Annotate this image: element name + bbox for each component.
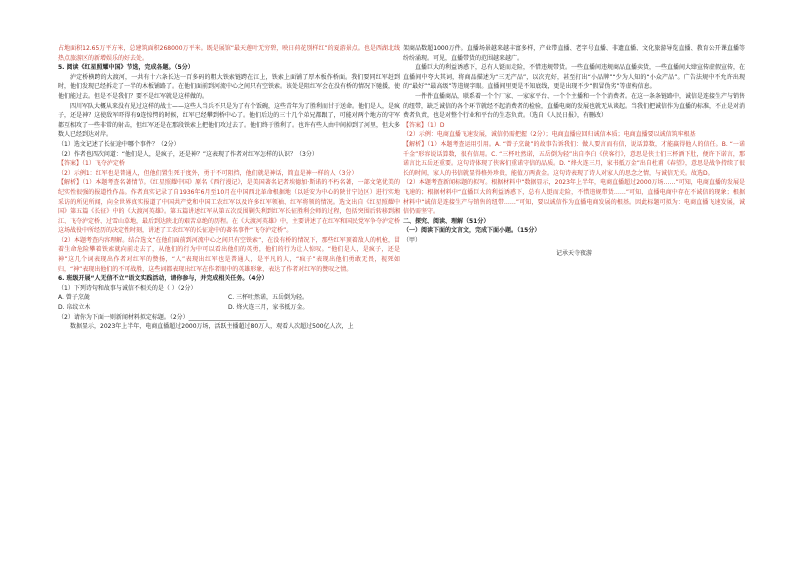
option-b: C. 三杯吐然诺，五岳倒为轻。: [228, 294, 309, 302]
news-paragraph: 数据显示，2023年上半年，电商直播超过2000万场，活跃主播超过80万人，观看人次超过500亿人次，上: [70, 323, 354, 331]
passage-paragraph-1: 泸定桥横跨的大渡河，一共有十六条长达一百多码的粗大铁索链跨在江上，铁索上面铺了厚木板作桥面。我们要同红军赶到时，他们发现已经拆走了一半的木板铺路了。在他们面前到河流中心之间只有空铁索。该处是阻红军会在没有桥的情况下驰援，使他们能过去。但是不是我们？要不是红军就是这样做的。: [58, 73, 401, 100]
question-5-1: （1）选文记述了长征途中哪个事件？（2分）: [58, 140, 180, 148]
answer-2-right: （2）示例：电商直播飞速发展，诚信仍需把握（2分）；电商直播应回归诚信本质；电商直播要以诚信筑牢根基: [403, 131, 696, 139]
answer-label: 【答案】（1）飞夺泸定桥: [58, 160, 125, 168]
options-row-1: [58, 293, 400, 303]
jia-label: （甲）: [403, 236, 422, 244]
option-d: D. 烽火连三月，家书抵万金。: [228, 304, 309, 312]
right-column: [403, 44, 745, 259]
question-6-heading: 6. 班级开展“人无信不立”语文实践活动，请你参与，并完成相关任务。（4分）: [58, 275, 268, 283]
left-column: [58, 44, 400, 332]
news-paragraph-3: 一件件直播商品，联系着一个个厂家、一家家平台、一个个主播和一个个消费者。在这一条条链路中，诚信是连接生产与销售的纽带，缺乏诚信的各个环节就经不起消费者的检验，直播电商的发展也就无从谈起。当我们把诚信作为直播的标准，不止是对消费者负责，也是对整个行业和平台的生态负责。（选自《人民日报》，有删改）: [403, 92, 746, 120]
question-6-2: （2）请你为下面一则新闻材料拟定标题。（2分）__________________________: [58, 313, 267, 321]
analysis-1-right: 【解析】（1）本题考查运用引用。A. “曾子烹彘”的故事告诉我们：做人要言而有信，说话算数，才能赢得他人的信任。B. “一诺千金”形容说话算数，很有信用。C. “三杯吐然诺，五岳倒为轻”出自李白《侠客行》，意思是侠士们三杯酒下肚，便许下诺言，那诺言比五岳还重要。这句诗体现了侠客们重诺守信的品质。D. “烽火连三月，家书抵万金”出自杜甫《春望》，意思是战争持续了很长的时间，家人的书信就显得格外珍贵，能值万两黄金。这句诗表现了诗人对家人的思念之情，与诚信无关。故选D。: [403, 140, 745, 177]
news-paragraph-2: 直播巨大的利益诱惑下，总有人铤而走险，不惜违规带货。一些直播间违规商品直播卖货，一些直播间大肆宣传虚假宣传，在直播间中夸大其词，将商品描述为“三无产品”，以次充好，甚至打出“小品牌”“少为人知的“小众产品”。广告法规中不允许出现的“最好”“最高级”等违规字眼。直播间里更是不知底线，更是出现不少“假冒伪劣”等虚构信息。: [403, 64, 746, 91]
analysis-2-right: （2）本题考查新闻标题的拟写。根据材料中“数据显示，2023年上半年，电商直播超过2000万场……”可知，电商直播的发展是飞速的；根据材料中“直播巨大的利益诱惑下，总有人铤而走险，不惜违规带货……”可知，直播电商中存在不诚信的现象；根据材料中“诚信是连接生产与销售的纽带……”可知，要以诚信作为直播电商发展的根基。因此标题可拟为：电商直播飞速发展，诚信仍需坚守。: [403, 179, 745, 216]
section-2-sub: （一）阅读下面的文言文，完成下面小题。（15分）: [403, 227, 541, 235]
analysis-2: （2）本题考查内容理解。结合选文“在他们面前到河流中心之间只有空铁索”，在没有桥的情况下，那些红军顶着敌人的机枪，冒着生命危险攀着铁索就向前走去了，从他们的行为中可以看出他们的英勇，他们的行为让人惊叹。“他们是人，是疯子，还是神”这几个词表现出作者对红军的赞扬，“人”表现出红军也是普通人，是平凡的人，“疯子”表现出他们勇敢无畏，视死如归，“神”表现出他们的不可战胜，这些词都表现出红军在作者眼中的英雄形象，表达了作者对红军的赞叹之情。: [58, 236, 400, 273]
answer-2: （2）示例1：红军也是普通人，但他们置生死于度外，勇于不可阻挡，他们就是神话，简直是神一样的人（3分）: [58, 169, 358, 177]
passage-paragraph-2: 四川军队大概从来没有见过这样的战士——这些人当兵不只是为了有个饭碗，这些青年为了胜利而甘于送命。他们是人，是疯子，还是神？这使敌军吓得有9连惊愕的时候，红军已经攀到桥中心了。他们后边的三十几个弟兄都跟了，可能对两个地方的守军都互相攻了一些非常的射击，但红军还是在那段铁索上把他们攻过去了。他们终于胜利了。也许有些人由中间掉到了河里，但大多数人已经到达对岸。: [58, 102, 401, 139]
intro-paragraph: 占地面积12.65万平方米，总建筑面积268000万平米。既是展馆“最天莲叶无穷碧，映日荷花别样红”的夏游景点。也是西湖北线热点旅游区的新增娱乐的好去处。: [58, 45, 400, 62]
analysis-1: 【解析】（1）本题考查名著情节。《红星照耀中国》原名《西行漫记》，是美国著名记者埃德加·斯诺的不朽名著，一部文笔优美的纪实性很强的报道性作品。作者真实记录了自1936年6月至10月在中国西北革命根据地（以延安为中心的陕甘宁边区）进行实地采访的所见所闻，向全世界真实报道了中国共产党和中国工农红军以及许多红军领袖、红军将领的情况。选文出自《红星照耀中国》第五篇《长征》中的《大渡河英雄》。第五篇讲述红军从第五次反围剿失利到红军长征胜利会师的过程，包括突围后转移到湘江、飞夺泸定桥、过雪山草地，最后到达陕北的艰苦卓绝的历程。在《大渡河英雄》中，主要讲述了在红军和国民党军争夺泸定桥这场战役中所经历的决定性时刻，讲述了工农红军的长征途中的著名事件“飞夺泸定桥”。: [58, 179, 401, 235]
option-c: D. 帛纹立木: [58, 304, 91, 312]
options-row-2: [58, 303, 400, 313]
section-2-heading: 二、探究、阅读、理解（51分）: [403, 217, 490, 225]
question-5-2: （2）作者也四次问道：“他们是人，是疯子，还是神？”这表现了作者对红军怎样的认识？（3分）: [58, 150, 318, 158]
question-5-heading: 5. 阅读《红星照耀中国》节选，完成各题。（5分）: [58, 64, 194, 72]
answer-label-right: 【答案】（1）D: [403, 121, 445, 129]
option-a: A. 曾子烹彘: [58, 294, 90, 302]
poem-title: 记承天寺夜游: [555, 250, 592, 258]
news-continued: 架商品数超1000万件。直播场景越来越丰富多样，产业带直播、老字号直播、非遗直播、文化旅游导览直播、教育公开课直播等纷纷涌现。可见，直播带货的范围越来越广。: [403, 45, 745, 62]
question-6-1: （1）下列诗句和故事与诚信不相关的是（ ）（2分）: [58, 284, 197, 292]
